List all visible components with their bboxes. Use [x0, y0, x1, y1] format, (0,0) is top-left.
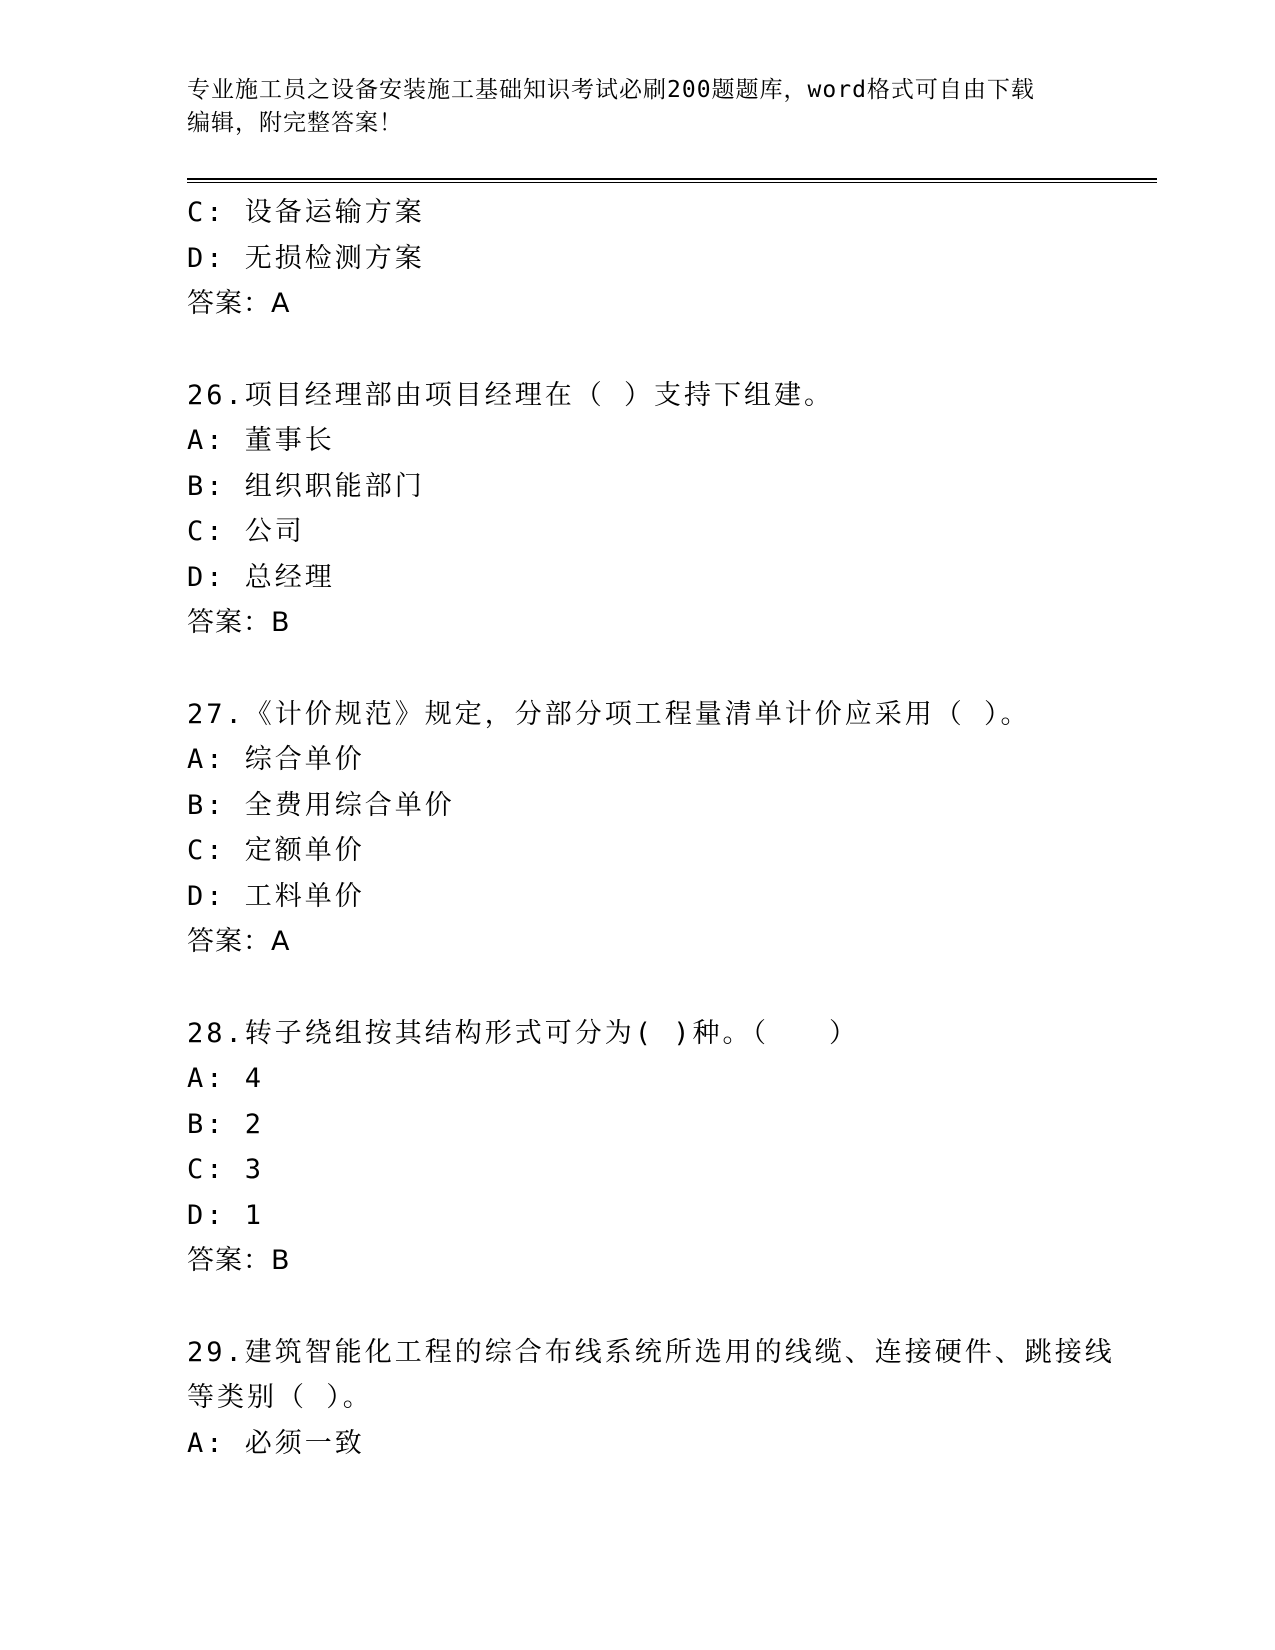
spacer [187, 327, 1157, 373]
header-title-line-2: 编辑，附完整答案！ [187, 110, 403, 136]
q26-answer: 答案：B [187, 607, 291, 638]
q29-question-line-2: 等类别（ ）。 [187, 1382, 373, 1413]
spacer [187, 1284, 1157, 1330]
question-25-block [187, 190, 1157, 327]
q27-answer: 答案：A [187, 926, 291, 957]
header-title-line-1: 专业施工员之设备安装施工基础知识考试必刷200题题库，word格式可自由下载 [187, 77, 1035, 103]
question-content [187, 190, 1157, 1466]
q26-option-b: B: 组织职能部门 [187, 470, 425, 502]
q26-option-c: C: 公司 [187, 516, 305, 547]
q27-option-c: C: 定额单价 [187, 835, 365, 866]
q29-question-line-1: 29.建筑智能化工程的综合布线系统所选用的线缆、连接硬件、跳接线 [187, 1336, 1115, 1368]
spacer [187, 965, 1157, 1011]
q26-question: 26.项目经理部由项目经理在（ ）支持下组建。 [187, 379, 835, 411]
document-page [187, 0, 1157, 1650]
q28-option-c: C: 3 [187, 1154, 265, 1185]
q25-option-c: C: 设备运输方案 [187, 197, 425, 228]
q28-option-a: A: 4 [187, 1063, 265, 1094]
question-28-block [187, 1011, 1157, 1284]
q26-option-d: D: 总经理 [187, 561, 335, 593]
q28-question: 28.转子绕组按其结构形式可分为( )种。（ ） [187, 1017, 860, 1049]
q26-option-a: A: 董事长 [187, 425, 335, 456]
q29-option-a: A: 必须一致 [187, 1427, 365, 1459]
q27-question: 27.《计价规范》规定，分部分项工程量清单计价应采用（ ）。 [187, 698, 1031, 730]
q25-answer: 答案：A [187, 288, 291, 319]
question-26-block [187, 373, 1157, 646]
q27-option-a: A: 综合单价 [187, 744, 365, 775]
q27-option-b: B: 全费用综合单价 [187, 789, 455, 821]
question-27-block [187, 692, 1157, 965]
question-29-block [187, 1330, 1157, 1467]
q28-option-d: D: 1 [187, 1199, 265, 1231]
spacer [187, 646, 1157, 692]
q25-option-d: D: 无损检测方案 [187, 242, 425, 274]
q27-option-d: D: 工料单价 [187, 880, 365, 912]
document-header [187, 74, 1067, 140]
header-divider [187, 178, 1157, 183]
q28-answer: 答案：B [187, 1245, 291, 1276]
q28-option-b: B: 2 [187, 1108, 265, 1140]
